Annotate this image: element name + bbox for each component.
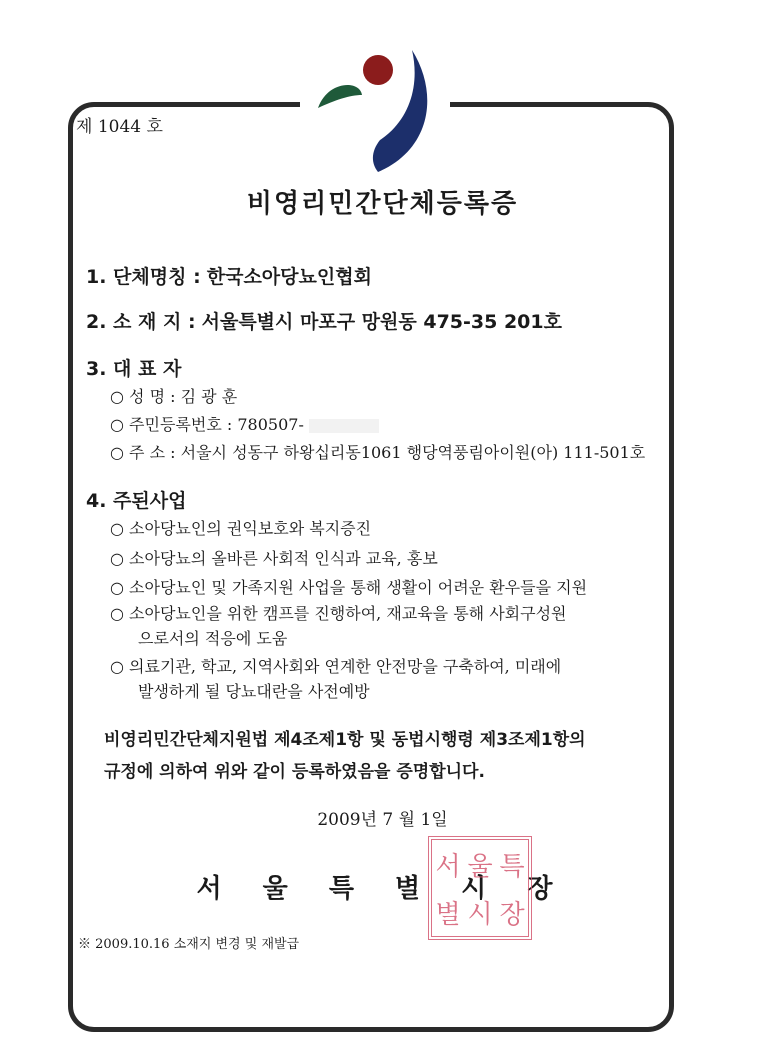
business-line: ○ 소아당뇨인 및 가족지원 사업을 통해 생활이 어려운 환우들을 지원: [110, 578, 588, 597]
item-value: 서울특별시 마포구 망원동 475-35 201호: [201, 311, 562, 333]
rep-name-label: ○ 성 명 :: [110, 387, 176, 406]
issuer-name: 서 울 특 별 시 장: [196, 874, 569, 904]
item-label: 1. 단체명칭 :: [86, 266, 201, 288]
seal-char: 장: [499, 899, 525, 930]
business-line-cont: 으로서의 적응에 도움: [138, 629, 288, 648]
item-value: 한국소아당뇨인협회: [206, 266, 372, 288]
seal-char: 서: [435, 851, 461, 882]
business-item: [110, 516, 371, 541]
redacted-block: [309, 419, 379, 433]
rep-address: [110, 440, 645, 463]
business-line: ○ 소아당뇨인의 권익보호와 복지증진: [110, 519, 372, 538]
business-line-cont: 발생하게 될 당뇨대란을 사전예방: [138, 682, 370, 701]
business-line: ○ 의료기관, 학교, 지역사회와 연계한 안전망을 구축하여, 미래에: [110, 657, 562, 676]
business-item: [110, 546, 438, 571]
registration-number: 제 1044 호: [76, 117, 163, 137]
seal-char: 울: [467, 851, 493, 882]
reissue-note: ※ 2009.10.16 소재지 변경 및 재발급: [78, 937, 300, 952]
business-item: [110, 601, 567, 651]
issue-date: 2009년 7 월 1일: [317, 810, 448, 830]
seoul-logo: [300, 40, 450, 180]
seal-char: 특: [499, 851, 525, 882]
item-location: [86, 307, 562, 334]
item-label: 3. 대 표 자: [86, 358, 182, 380]
business-line: ○ 소아당뇨인을 위한 캠프를 진행하여, 재교육을 통해 사회구성원: [110, 604, 567, 623]
official-seal: [428, 836, 532, 940]
legal-line: 규정에 의하여 위와 같이 등록하였음을 증명합니다.: [104, 762, 485, 782]
seal-char: 별: [435, 899, 461, 930]
business-line: ○ 소아당뇨의 올바른 사회적 인식과 교육, 홍보: [110, 549, 438, 568]
seal-char: 시: [467, 899, 493, 930]
legal-statement: [104, 724, 586, 788]
rep-address-label: ○ 주 소 :: [110, 443, 176, 462]
rep-name: [110, 384, 237, 407]
legal-line: 비영리민간단체지원법 제4조제1항 및 동법시행령 제3조제1항의: [104, 730, 586, 750]
rep-name-value: 김 광 훈: [180, 387, 238, 406]
rep-id-label: ○ 주민등록번호 :: [110, 415, 233, 434]
rep-address-value: 서울시 성동구 하왕십리동1061 행당역풍림아이원(아) 111-501호: [180, 443, 646, 462]
business-item: [110, 654, 561, 704]
item-label: 4. 주된사업: [86, 490, 187, 512]
business-item: [110, 575, 587, 600]
item-business: [86, 486, 186, 513]
rep-id-value: 780507-: [237, 415, 304, 434]
item-representative: [86, 354, 181, 381]
item-org-name: [86, 262, 372, 289]
certificate-title: 비영리민간단체등록증: [246, 189, 519, 219]
item-label: 2. 소 재 지 :: [86, 311, 196, 333]
rep-id: [110, 412, 379, 435]
